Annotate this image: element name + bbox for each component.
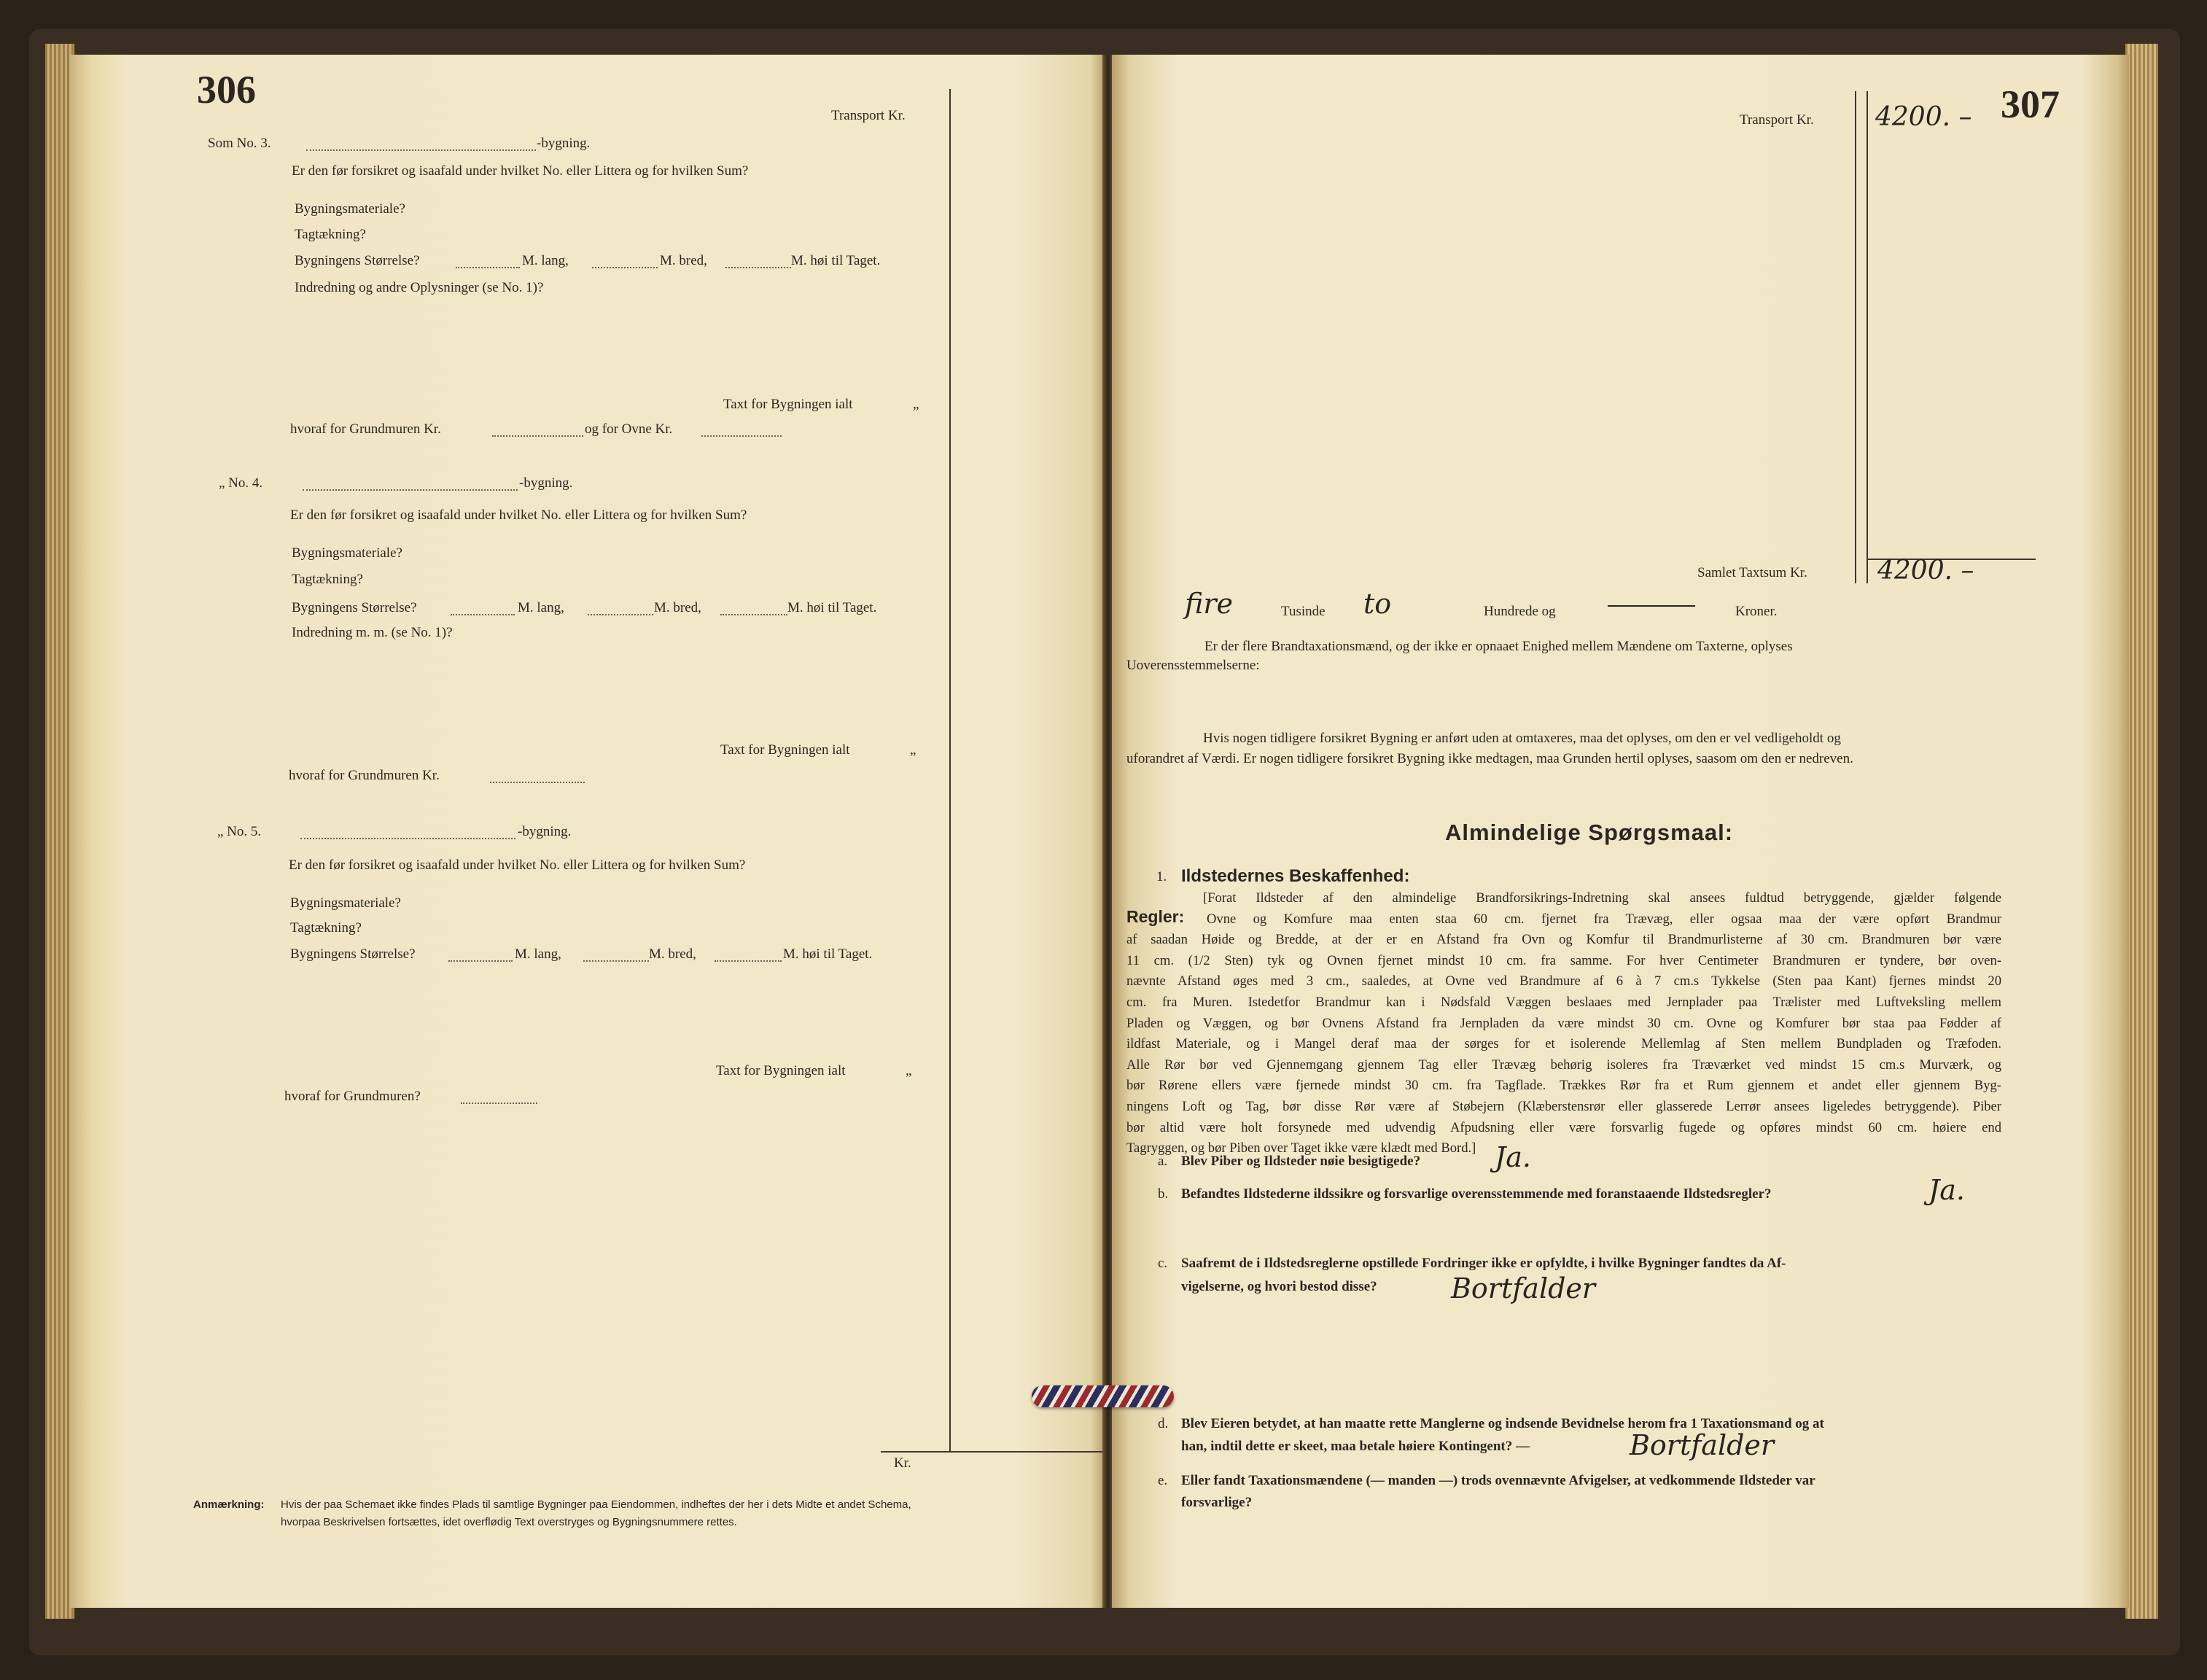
taxt-label: Taxt for Bygningen ialt bbox=[723, 397, 853, 412]
total-kr-left: Kr. bbox=[894, 1455, 911, 1471]
rule-line: bør Rørene ellers være fjernede mindst 30 cm. fra Tagflade. Trækkes Rør fra et Rum gjennem et andet eller gjennem Byg- bbox=[1126, 1078, 2001, 1094]
kroner-label: Kroner. bbox=[1735, 604, 1778, 619]
rule-line: Pladen og Væggen, og bør Ovnens Afstand fra Jernpladen da være mindst 30 cm. Ovne og Komfurer bør staa paa Fødder af bbox=[1126, 1015, 2001, 1031]
taxt-mark: „ bbox=[913, 397, 919, 412]
qd-text-1: Blev Eieren betydet, at han maatte rette Manglerne og indsende Bevidnelse herom fra 1 Taxationsmand og at bbox=[1181, 1416, 1824, 1431]
qa-answer: Ja. bbox=[1495, 1141, 1531, 1173]
rule-line: bør altid være holt forsynede med udvendig Afpudsning eller være forsvarlig fugede og opføres mindst 60 cm. høiere end bbox=[1126, 1119, 2001, 1135]
rule-line: af saadan Høide og Bredde, at der er en Afstand fra Ovn og Komfur til Brandmurlisterne af 30 cm. Brandmuren bør være bbox=[1126, 932, 2001, 948]
field-line bbox=[448, 960, 513, 962]
hand-hundreds: to bbox=[1363, 588, 1392, 620]
note-line-1: Hvis der paa Schemaet ikke findes Plads til samtlige Bygninger paa Eiendommen, indheftes der her i dets Midte et andet Schema, bbox=[281, 1498, 911, 1511]
lang-label: M. lang, bbox=[518, 600, 564, 615]
lang-label: M. lang, bbox=[522, 253, 569, 268]
question-text: Er den før forsikret og isaafald under hvilket No. eller Littera og for hvilken Sum? bbox=[290, 508, 747, 523]
binding-ribbon bbox=[1032, 1385, 1174, 1407]
taxt-label: Taxt for Bygningen ialt bbox=[720, 742, 850, 758]
transport-label-right: Transport Kr. bbox=[1740, 112, 1814, 128]
bred-label: M. bred, bbox=[654, 600, 701, 615]
amount-column-line-right-2 bbox=[1867, 91, 1868, 583]
rule-line: nævnte Afstand øges med 3 cm., saaledes, at Ovne ved Brandmure af 6 à 7 cm.s Tykkelse (Sten paa Kant) fjernes mindst 20 bbox=[1126, 973, 2001, 989]
q1-number: 1. bbox=[1156, 869, 1167, 884]
field-line bbox=[456, 267, 520, 268]
indredning-label: Indredning m. m. (se No. 1)? bbox=[292, 625, 453, 640]
field-line bbox=[715, 960, 782, 962]
qd-text-2: han, indtil dette er skeet, maa betale høiere Kontingent? — bbox=[1181, 1439, 1530, 1454]
taxt-mark: „ bbox=[906, 1063, 912, 1078]
bred-label: M. bred, bbox=[660, 253, 707, 268]
uoverens-line-1: Er der flere Brandtaxationsmænd, og der ikke er opnaaet Enighed mellem Mændene om Taxterne, oplyses bbox=[1204, 639, 1793, 654]
field-line bbox=[303, 489, 518, 491]
qb-text: Befandtes Ildstederne ildssikre og forsvarlige overensstemmende med foranstaaende Ildstedsregler? bbox=[1181, 1186, 1772, 1202]
field-line bbox=[492, 435, 583, 437]
qa-text: Blev Piber og Ildsteder nøie besigtigede? bbox=[1181, 1154, 1421, 1169]
tusinde-label: Tusinde bbox=[1281, 604, 1326, 619]
materiale-label: Bygningsmateriale? bbox=[290, 895, 401, 911]
qa-label: a. bbox=[1158, 1154, 1168, 1169]
q1-title: Ildstedernes Beskaffenhed: bbox=[1181, 866, 1410, 886]
hoi-label: M. høi til Taget. bbox=[783, 946, 873, 962]
qc-label: c. bbox=[1158, 1256, 1168, 1271]
storrelse-label: Bygningens Størrelse? bbox=[292, 600, 417, 615]
field-line bbox=[306, 149, 536, 151]
samlet-label: Samlet Taxtsum Kr. bbox=[1697, 565, 1807, 580]
uoverens-line-2: Uoverensstemmelserne: bbox=[1126, 658, 1260, 673]
bygning-label: -bygning. bbox=[519, 475, 573, 491]
transport-label-left: Transport Kr. bbox=[831, 108, 906, 123]
bygning-label: -bygning. bbox=[537, 136, 591, 151]
page-edges-right bbox=[2125, 44, 2158, 1619]
total-line-left bbox=[881, 1451, 1103, 1452]
hand-thousands: fire bbox=[1185, 588, 1233, 620]
storrelse-label: Bygningens Størrelse? bbox=[290, 946, 416, 962]
field-line bbox=[720, 614, 787, 615]
hvoraf-label: hvoraf for Grundmuren Kr. bbox=[290, 421, 441, 437]
note-line-2: hvorpaa Beskrivelsen fortsættes, idet overflødig Text overstryges og Bygningsnummere rettes. bbox=[281, 1516, 737, 1528]
field-line bbox=[592, 267, 658, 268]
regler-label: Regler: bbox=[1126, 907, 1185, 926]
rule-line: Tagryggen, og bør Piben over Taget ikke være klædt med Bord.] bbox=[1126, 1140, 1476, 1156]
tag-label: Tagtækning? bbox=[290, 920, 362, 936]
transport-amount-right: 4200. – bbox=[1875, 102, 1972, 132]
qe-label: e. bbox=[1158, 1473, 1168, 1488]
hundrede-label: Hundrede og bbox=[1484, 604, 1556, 619]
rule-line: Ovne og Komfure maa enten staa 60 cm. fjernet fra Trævæg, eller ogsaa maa der være opført Brandmur bbox=[1207, 911, 2001, 927]
section-heading: Almindelige Spørgsmaal: bbox=[1445, 820, 1734, 845]
field-line bbox=[451, 614, 515, 615]
tag-label: Tagtækning? bbox=[295, 227, 366, 242]
taxt-mark: „ bbox=[910, 742, 916, 758]
field-line bbox=[583, 960, 649, 962]
qb-answer: Ja. bbox=[1928, 1174, 1965, 1206]
qc-text-1: Saafremt de i Ildstedsreglerne opstillede Fordringer ikke er opfyldte, i hvilke Bygninger fandtes da Af- bbox=[1181, 1256, 1786, 1271]
field-line bbox=[701, 435, 782, 437]
qc-text-2: vigelserne, og hvori bestod disse? bbox=[1181, 1279, 1377, 1294]
field-line bbox=[588, 614, 653, 615]
qc-answer: Bortfalder bbox=[1451, 1272, 1596, 1304]
bred-label: M. bred, bbox=[649, 946, 696, 962]
taxt-label: Taxt for Bygningen ialt bbox=[716, 1063, 846, 1078]
note-label: Anmærkning: bbox=[193, 1498, 265, 1511]
tag-label: Tagtækning? bbox=[292, 572, 363, 587]
hvis-line-2: uforandret af Værdi. Er nogen tidligere forsikret Bygning ikke medtagen, maa Grunden hertil oplyses, saasom om den er nedreven. bbox=[1126, 751, 1853, 766]
rule-line: [Forat Ildsteder af den almindelige Brandforsikrings-Indretning skal ansees fuldtud betryggende, gjælder følgende bbox=[1203, 890, 2001, 906]
rule-line: ningens Loft og Tag, bør disse Rør være af Støbejern (Klæberstensrør eller glasserede Lerrør ansees ligeledes betryggende). Piber bbox=[1126, 1098, 2001, 1114]
hoi-label: M. høi til Taget. bbox=[791, 253, 881, 268]
qd-label: d. bbox=[1158, 1416, 1169, 1431]
indredning-label: Indredning og andre Oplysninger (se No. 1)? bbox=[295, 280, 544, 295]
qb-label: b. bbox=[1158, 1186, 1169, 1202]
amount-column-line-right bbox=[1855, 91, 1856, 583]
rule-line: Alle Rør bør ved Gjennemgang gjennem Tag eller Trævæg behørig isoleres fra Træværket ved mindst 15 cm.s Murværk, og bbox=[1126, 1057, 2001, 1073]
page-number-left: 306 bbox=[197, 68, 256, 112]
block-prefix: „ No. 5. bbox=[217, 824, 262, 839]
storrelse-label: Bygningens Størrelse? bbox=[295, 253, 420, 268]
hvoraf-label: hvoraf for Grundmuren? bbox=[284, 1089, 421, 1104]
hoi-label: M. høi til Taget. bbox=[787, 600, 877, 615]
field-line bbox=[490, 782, 585, 783]
field-line bbox=[300, 838, 515, 839]
block-prefix: Som No. 3. bbox=[208, 136, 271, 151]
block-prefix: „ No. 4. bbox=[219, 475, 263, 491]
bygning-label: -bygning. bbox=[518, 824, 572, 839]
question-text: Er den før forsikret og isaafald under hvilket No. eller Littera og for hvilken Sum? bbox=[289, 858, 746, 873]
hvoraf-label: hvoraf for Grundmuren Kr. bbox=[289, 768, 440, 783]
lang-label: M. lang, bbox=[515, 946, 561, 962]
question-text: Er den før forsikret og isaafald under hvilket No. eller Littera og for hvilken Sum? bbox=[292, 163, 749, 179]
qe-text-1: Eller fandt Taxationsmændene (— manden —) trods ovennævnte Afvigelser, at vedkommende Ildsteder var bbox=[1181, 1473, 1815, 1488]
hvis-line-1: Hvis nogen tidligere forsikret Bygning er anført uden at omtaxeres, maa det oplyses, om den er vel vedligeholdt og bbox=[1203, 731, 1841, 746]
ovne-label: og for Ovne Kr. bbox=[585, 421, 673, 437]
materiale-label: Bygningsmateriale? bbox=[292, 545, 402, 561]
page-number-right: 307 bbox=[2001, 82, 2060, 126]
field-line bbox=[461, 1102, 537, 1104]
qe-text-2: forsvarlige? bbox=[1181, 1495, 1253, 1510]
rule-line: 11 cm. (1/2 Sten) tyk og Ovnen fjernet mindst 10 cm. fra samme. For hver Centimeter Brandmuren er tyndere, bør oven- bbox=[1126, 952, 2001, 968]
amount-column-line-left bbox=[949, 89, 951, 1452]
field-line bbox=[725, 267, 791, 268]
rule-line: cm. fra Muren. Istedetfor Brandmur kan i Nødsfald Væggen beslaaes med Jernplader paa Trælister med Luftveksling mellem bbox=[1126, 994, 2001, 1010]
samlet-amount: 4200. – bbox=[1877, 556, 1974, 586]
materiale-label: Bygningsmateriale? bbox=[295, 201, 405, 217]
hand-dash bbox=[1608, 605, 1695, 607]
rule-line: ildfast Materiale, og i Mangel deraf maa der sørges for et isolerende Mellemlag af Sten mellem Bundpladen og Træfoden. bbox=[1126, 1036, 2001, 1052]
ildsted-rules bbox=[1126, 888, 2001, 1159]
qd-answer: Bortfalder bbox=[1630, 1429, 1775, 1461]
